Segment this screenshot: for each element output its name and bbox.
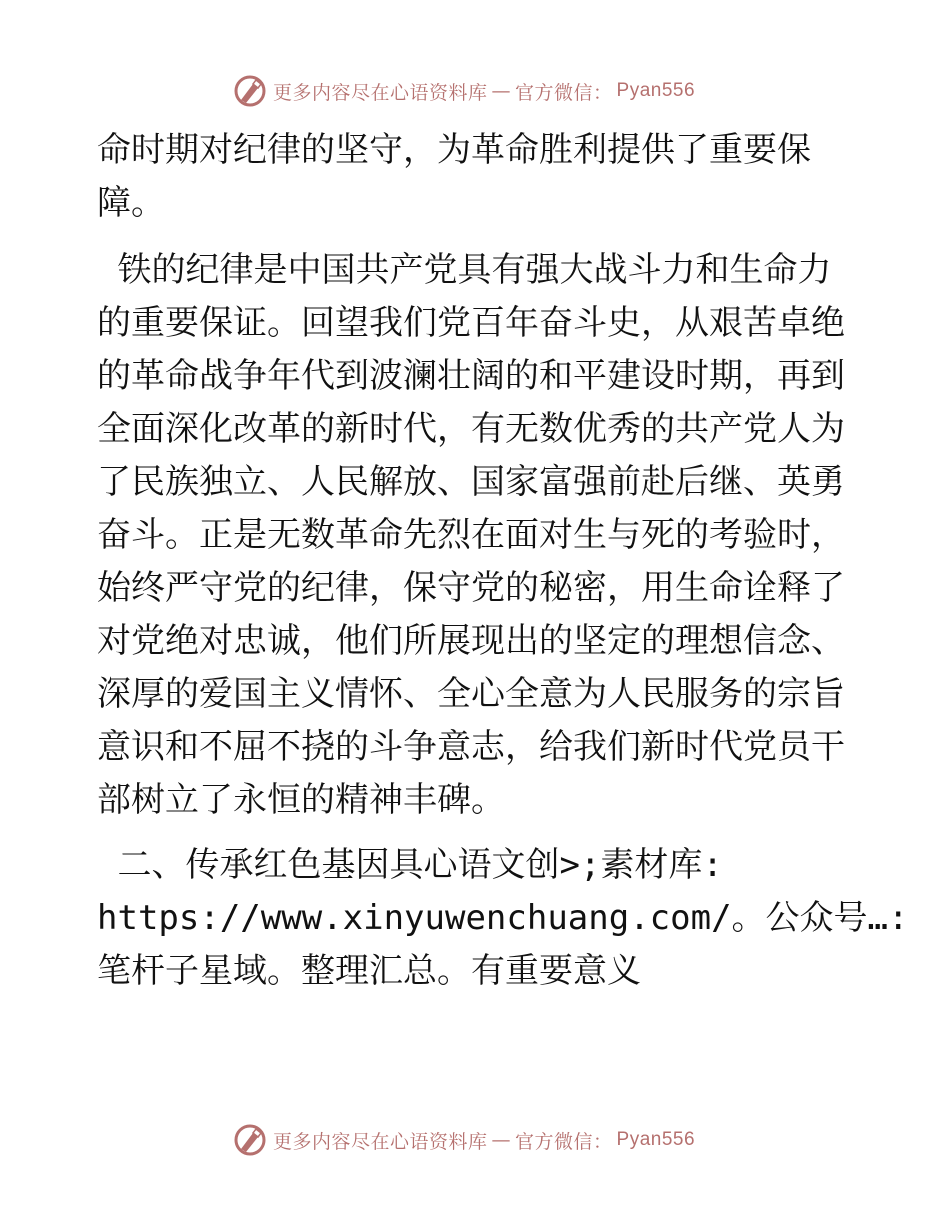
text-line: 深厚的爱国主义情怀、全心全意为人民服务的宗旨	[97, 674, 845, 714]
watermark-separator: —	[491, 1129, 512, 1151]
footer-watermark	[233, 1122, 733, 1158]
watermark-wechat-id: Pyan556	[616, 80, 696, 101]
text-line: 命时期对纪律的坚守，为革命胜利提供了重要保	[97, 130, 811, 170]
watermark-wechat-id: Pyan556	[616, 1129, 696, 1150]
pen-logo-icon	[233, 1123, 267, 1157]
text-line: 障。	[97, 183, 165, 223]
watermark-text: 更多内容尽在心语资料库	[273, 1130, 488, 1153]
text-line: 了民族独立、人民解放、国家富强前赴后继、英勇	[97, 462, 845, 502]
paragraph-2	[97, 244, 877, 827]
paragraph-1	[97, 124, 877, 230]
watermark-wechat-label: 官方微信：	[515, 81, 613, 104]
document-body	[97, 124, 909, 998]
text-line: 铁的纪律是中国共产党具有强大战斗力和生命力	[97, 250, 832, 290]
text-line: 的重要保证。回望我们党百年奋斗史，从艰苦卓绝	[97, 303, 845, 343]
watermark-text: 更多内容尽在心语资料库	[273, 81, 488, 104]
text-line: 全面深化改革的新时代，有无数优秀的共产党人为	[97, 409, 845, 449]
paragraph-3	[97, 839, 909, 998]
text-line: 对党绝对忠诚，他们所展现出的坚定的理想信念、	[97, 621, 845, 661]
text-line: 始终严守党的纪律，保守党的秘密，用生命诠释了	[97, 568, 845, 608]
text-line: https://www.xinyuwenchuang.com/。公众号…:	[97, 898, 909, 938]
text-line: 的革命战争年代到波澜壮阔的和平建设时期，再到	[97, 356, 845, 396]
text-line: 笔杆子星域。整理汇总。有重要意义	[97, 951, 641, 991]
text-line: 部树立了永恒的精神丰碑。	[97, 780, 505, 820]
header-watermark	[233, 73, 733, 109]
watermark-wechat-label: 官方微信：	[515, 1130, 613, 1153]
watermark-separator: —	[491, 80, 512, 102]
text-line: 意识和不屈不挠的斗争意志，给我们新时代党员干	[97, 727, 845, 767]
text-line: 二、传承红色基因具心语文创>;素材库:	[97, 845, 723, 885]
pen-logo-icon	[233, 74, 267, 108]
text-line: 奋斗。正是无数革命先烈在面对生与死的考验时，	[97, 515, 845, 555]
